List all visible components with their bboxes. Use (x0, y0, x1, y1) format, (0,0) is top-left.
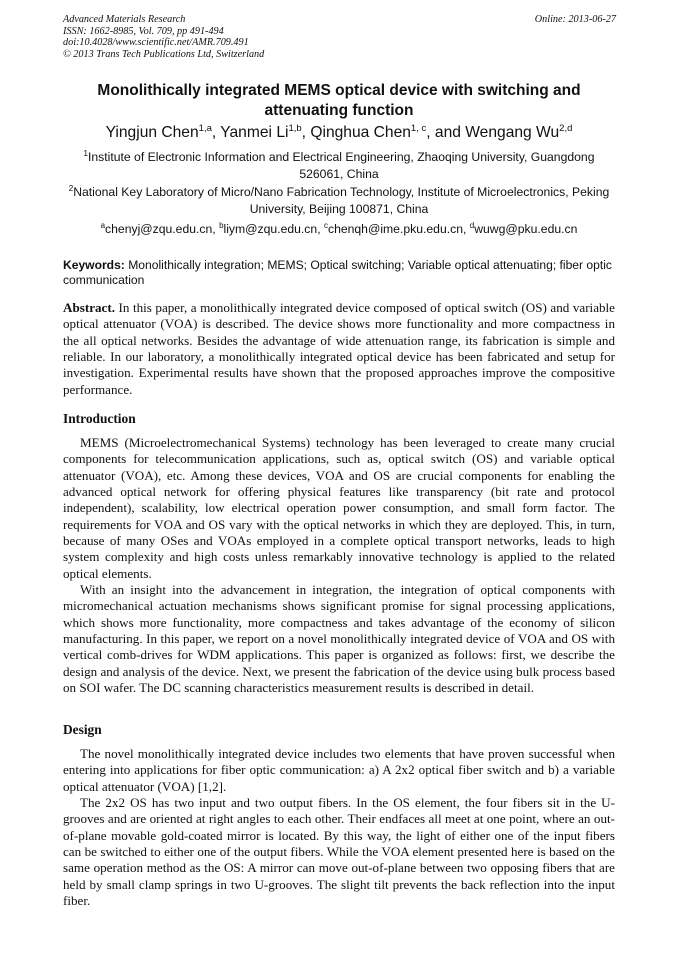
author-list (63, 123, 615, 143)
author-separator: , and (426, 124, 466, 141)
paragraph: With an insight into the advancement in integration, the integration of optical components with micromechanical actuation mechanisms shows significant promise for signal processing applications, which shows more functionality, more compactness and takes advantage of the economy of silicon manufacturing. In this paper, we report on a novel monolithically integrated device of VOA and OS with vertical comb-drives for WDM applications. This paper is organized as follows: first, we describe the design and analysis of the device. Next, we present the fabrication of the device using bulk process based on SOI wafer. The DC scanning characteristics measurement results is described in detail. (63, 582, 615, 696)
keywords-block (63, 258, 616, 287)
paragraph: The novel monolithically integrated device includes two elements that have proven successful when entering into applications for fiber optic communication: a) A 2x2 optical fiber switch and b) a variable optical attenuator (VOA) [1,2]. (63, 746, 615, 794)
journal-name: Advanced Materials Research (63, 14, 186, 25)
author-separator: , (301, 124, 311, 141)
paper-title: Monolithically integrated MEMS optical device with switching and attenuating function (97, 82, 581, 119)
affiliation-1 (63, 149, 615, 182)
paragraph: The 2x2 OS has two input and two output fibers. In the OS element, the four fibers sit in the U-grooves and are oriented at right angles to each other. Their endfaces all meet at one point, where an out-of-plane movable gold-coated mirror is located. By this way, the light of either one of the input fibers can be switched to either one of the output fibers. While the VOA element presented here is based on the same operation method as the OS: A mirror can move out-of-plane between two opposing fibers that are held by small clamp springs in two U-grooves. The slight tilt prevents the back reflection into the input fiber. (63, 795, 615, 909)
author-affil-sup: 1,b (288, 123, 302, 134)
author-affil-sup: 1,a (198, 123, 212, 134)
email-sup: b (219, 221, 224, 230)
email-sup: c (323, 221, 328, 230)
email-link[interactable]: chenyj@zqu.edu.cn (105, 222, 213, 236)
author-name: Yingjun Chen (105, 124, 199, 141)
email-link[interactable]: wuwg@pku.edu.cn (474, 222, 578, 236)
email-separator: , (317, 222, 324, 236)
affiliation-text: National Key Laboratory of Micro/Nano Fabrication Technology, Institute of Microelectronics, Peking University, Beijing 100871, China (73, 185, 610, 216)
affiliation-sup: 1 (83, 149, 88, 158)
copyright-line: © 2013 Trans Tech Publications Ltd, Switzerland (63, 48, 265, 60)
email-separator: , (462, 222, 470, 236)
abstract-block (63, 300, 615, 398)
introduction-body (63, 435, 615, 697)
paragraph: MEMS (Microelectromechanical Systems) technology has been leveraged to create many crucial components for telecommunication applications, such as, optical switch (OS) and variable optical attenuator (VOA), etc. Among these devices, VOA and OS are crucial components for enabling the advanced optical network for offering physical features like transparency (bit rate and protocol independent), scalability, low electrical operation power consumption, and small form factor. The requirements for VOA and OS vary with the optical networks in which they are deployed. This, in turn, because of many OSes and VOAs employed in a complete optical transport networks, leads to high system complexity and high costs unless remarkably innovative technology is applied to the related optical elements. (63, 435, 615, 581)
section-heading-introduction: Introduction (63, 411, 136, 426)
email-sup: a (100, 221, 106, 230)
email-link[interactable]: liym@zqu.edu.cn (223, 222, 318, 236)
keywords-label: Keywords: (63, 258, 125, 272)
author-affil-sup: 2,d (559, 123, 573, 134)
issn-line: ISSN: 1662-8985, Vol. 709, pp 491-494 (63, 25, 224, 37)
section-heading-design: Design (63, 722, 102, 737)
email-sup: d (469, 221, 475, 230)
author-separator: , (211, 124, 221, 141)
email-separator: , (212, 222, 220, 236)
keywords-text: Monolithically integration; MEMS; Optical switching; Variable optical attenuating; fiber optic communication (63, 258, 612, 287)
abstract-label: Abstract. (63, 300, 115, 315)
online-date: Online: 2013-06-27 (534, 14, 616, 25)
affiliation-sup: 2 (68, 184, 74, 193)
abstract-text: In this paper, a monolithically integrated device composed of optical switch (OS) and variable optical attenuator (VOA) is described. The device shows more functionality and more compactness in the all optical networks. Besides the advantage of wide attenuation range, its fabrication is simple and reliable. In our laboratory, a monolithically integrated optical device has been fabricated and setup for investigation. Experimental results have shown that the proposed approaches improve the compositive performance. (63, 300, 615, 397)
author-name: Yanmei Li (220, 124, 289, 141)
journal-header (63, 14, 616, 60)
email-list (63, 221, 615, 238)
author-name: Qinghua Chen (310, 124, 411, 141)
author-name: Wengang Wu (465, 124, 560, 141)
affiliation-text: Institute of Electronic Information and Electrical Engineering, Zhaoqing University, Guangdong 526061, China (87, 150, 595, 181)
email-link[interactable]: chenqh@ime.pku.edu.cn (327, 222, 463, 236)
doi-line: doi:10.4028/www.scientific.net/AMR.709.491 (63, 37, 249, 49)
affiliation-2 (63, 184, 615, 217)
author-affil-sup: 1, c (410, 123, 427, 134)
design-body (63, 746, 615, 909)
